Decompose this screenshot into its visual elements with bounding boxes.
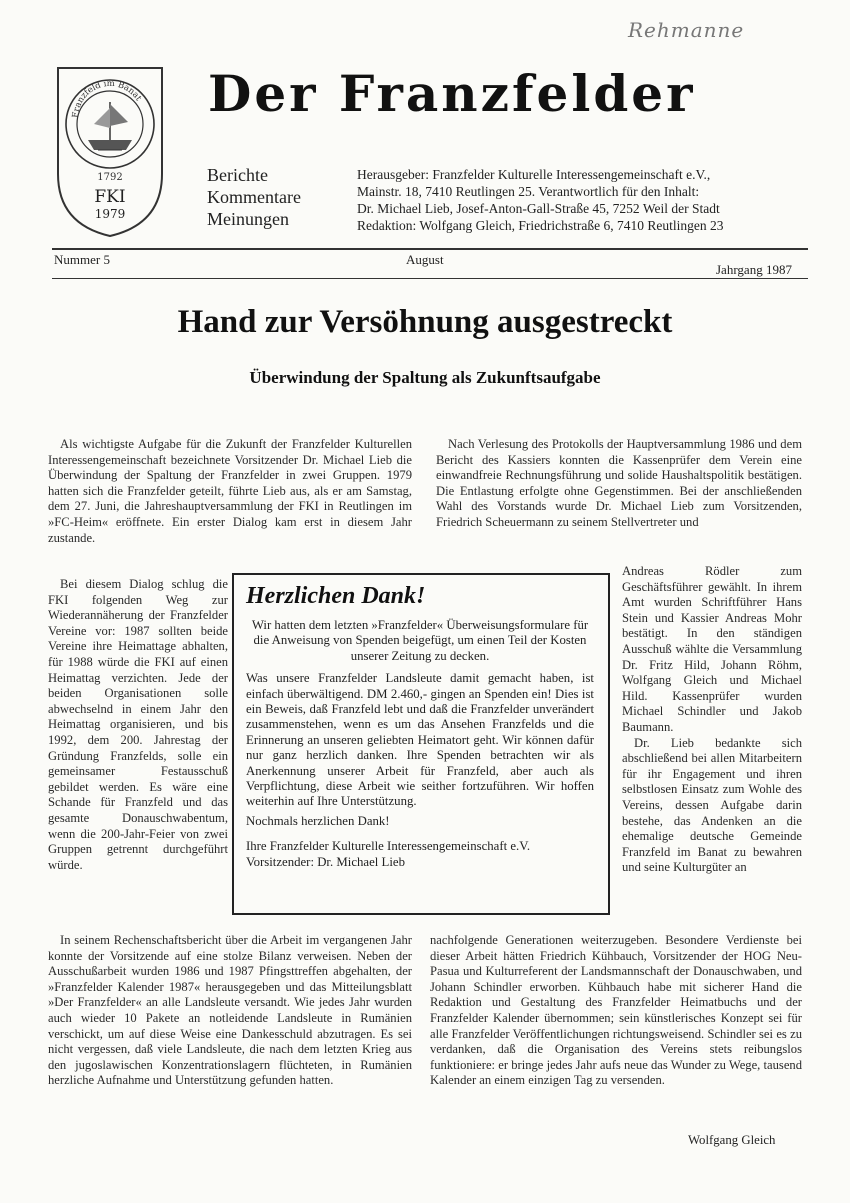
header-rule-bottom [52, 278, 808, 279]
tagline-line: Meinungen [207, 209, 289, 229]
article-left-intro [48, 437, 412, 546]
article-paragraph: Nach Verlesung des Protokolls der Hauptversammlung 1986 und dem Bericht des Kassiers konnten die Kassenprüfer dem Verein eine einwandfreie Rechnungsführung und solide Haushaltspolitik bestätigen. Die Entlastung erfolgte ohne Gegenstimmen. Bei der anschließenden Wahl des Vorstands wurde Dr. Michael Lieb zum Vorsitzenden, Friedrich Scheuermann zu seinem Stellvertreter und [436, 437, 802, 529]
header-rule-top [52, 248, 808, 250]
publisher-line: Herausgeber: Franzfelder Kulturelle Interessengemeinschaft e.V., [357, 167, 711, 182]
publisher-line: Redaktion: Wolfgang Gleich, Friedrichstraße 6, 7410 Reutlingen 23 [357, 218, 724, 233]
thanks-signature-name: Vorsitzender: Dr. Michael Lieb [246, 854, 405, 869]
logo-ring-text: Franzfeld im Banat [70, 78, 144, 119]
article-paragraph: Andreas Rödler zum Geschäftsführer gewählt. In ihrem Amt wurden Schriftführer Hans Stein und Kassier Andreas Mohr bestätigt. In den ständigen Ausschuß wählte die Versammlung Dr. Fritz Hild, Johann Röhm, Wolfgang Gleich und Michael Hild. Kassenprüfer wurden Michael Schindler und Jakob Baumann. [622, 564, 802, 734]
publisher-line: Dr. Michael Lieb, Josef-Anton-Gall-Straße 45, 7252 Weil der Stadt [357, 201, 720, 216]
thanks-box [232, 573, 610, 915]
logo-year: 1792 [97, 172, 123, 183]
article-right-top [436, 437, 802, 531]
article-paragraph: Bei diesem Dialog schlug die FKI folgenden Weg zur Wiederannäherung der Franzfelder Vereine vor: 1987 sollten beide Vereine ihre Heimattage abhalten, für 1988 würde die FKI auf einen Heimattag verzichten. Jede der beiden Organisationen solle abwechselnd in einem Jahr den Heimattag organisieren, und bis 1992, dem 200. Jahrestag der Gründung Franzfelds, solle ein gemeinsamer Festausschuß gebildet werden. Es wäre eine Schande für Franzfeld und das gesamte Donauschwabentum, wenn die 200-Jahr-Feier von zwei Gruppen getrennt durchgeführt würde. [48, 577, 228, 872]
thanks-signature-org: Ihre Franzfelder Kulturelle Interessengemeinschaft e.V. [246, 839, 531, 854]
article-paragraph: In seinem Rechenschaftsbericht über die Arbeit im vergangenen Jahr konnte der Vorsitzende auf eine stolze Bilanz verweisen. Neben der Ausschußarbeit wurden 1986 und 1987 Pfingsttreffen abgehalten, der »Franzfelder Kalender 1987« herausgegeben und das Mitteilungsblatt »Der Franzfelder« an alle Landsleute versandt. Wie jedes Jahr wurden auch wieder 10 Pakete an notleidende Landsleute in Rumänien verschickt, um auf diese Weise eine Dankesschuld abzutragen. Es sei nicht vergessen, daß viele Landsleute, die nach dem letzten Krieg aus den jugoslawischen Konzentrationslagern flüchteten, in Rumänien herzliche Aufnahme und Unterstützung gefunden hatten. [48, 933, 412, 1088]
issue-volume: Jahrgang 1987 [716, 262, 792, 277]
article-right-bottom [430, 933, 802, 1089]
logo-org: FKI [94, 187, 126, 207]
article-paragraph: nachfolgende Generationen weiterzugeben. Besondere Verdienste bei dieser Arbeit hätten Friedrich Kühbauch, Vorsitzender der HOG Neu-Pasua und Kulturreferent der Landsmannschaft der Donauschwaben, und Johann Schindler erworben. Kühbauch habe mit sicherer Hand die Redaktion und Gestaltung des Franzfelder Heimatbuchs und der Franzfelder Kalender übernommen; sein künstlerisches Konzept sei für alle Franzfelder Veröffentlichungen richtungsweisend. Schindler sei es zu verdanken, daß die Organisation des Vereins stets reibungslos funktioniere: er bringe jedes Jahr aufs neue das Wunder zu Wege, tausend Kalender an einem einzigen Tag zu versenden. [430, 933, 802, 1088]
article-paragraph: Dr. Lieb bedankte sich abschließend bei allen Mitarbeitern für ihr Engagement und ihren selbstlosen Einsatz zum Wohle des Vereins, dessen Aufgabe darin bestehe, das Andenken an die ehemalige deutsche Gemeinde Franzfeld im Banat zu bewahren und seine Kulturgüter an [622, 735, 802, 875]
issue-number: Nummer 5 [54, 252, 110, 267]
article-paragraph: Als wichtigste Aufgabe für die Zukunft der Franzfelder Kulturellen Interessengemeinschaft bezeichnete Vorsitzender Dr. Michael Lieb die Überwindung der Spaltung der Franzfelder in zwei Gruppen. 1979 hatten sich die Franzfelder geteilt, führte Lieb aus, als er am Samstag, dem 27. Juni, die Jahreshauptversammlung der FKI in Reutlingen im »FC-Heim« eröffnete. Ein erster Dialog kam erst in diesem Jahr zustande. [48, 437, 412, 545]
thanks-paragraph: Was unsere Franzfelder Landsleute damit gemacht haben, ist einfach überwältigend. DM 2.460,- gingen an Spenden ein! Dies ist ein Beweis, daß Franzfeld lebt und daß die Franzfelder unverändert zusammenstehen, wenn es um das Ansehen Franzfelds und die Erinnerung an unseren geliebten Heimatort geht. Wir können dafür nur ganz herzlich danken. Ihre Spenden betrachten wir als Anerkennung unserer Arbeit für Franzfeld, aber auch als Verpflichtung, diese Arbeit wie seither fortzuführen. Wir hoffen weiterhin auf Ihre Unterstützung. [246, 671, 594, 809]
subheadline: Überwindung der Spaltung als Zukunftsaufgabe [249, 368, 601, 387]
coat-of-arms-logo [50, 62, 170, 240]
thanks-paragraph: Wir hatten dem letzten »Franzfelder« Überweisungsformulare für die Anweisung von Spenden beigefügt, um einen Teil der Kosten unserer Zeitung zu decken. [251, 618, 589, 663]
tagline [207, 164, 301, 230]
article-author: Wolfgang Gleich [688, 1133, 776, 1147]
article-left-bottom [48, 933, 412, 1089]
masthead-title: Der Franzfelder [208, 64, 696, 123]
article-left-narrow [48, 577, 228, 873]
tagline-line: Berichte [207, 165, 268, 185]
issue-month: August [406, 252, 444, 267]
article-right-narrow [622, 564, 802, 876]
headline: Hand zur Versöhnung ausgestreckt [177, 304, 673, 340]
logo-founded: 1979 [94, 207, 126, 221]
thanks-box-title: Herzlichen Dank! [246, 583, 426, 609]
thanks-closing: Nochmals herzlichen Dank! [246, 813, 390, 828]
tagline-line: Kommentare [207, 187, 301, 207]
publisher-info [357, 166, 723, 234]
publisher-line: Mainstr. 18, 7410 Reutlingen 25. Verantwortlich für den Inhalt: [357, 184, 700, 199]
handwritten-note: Rehmanne [628, 18, 745, 42]
headline-wrap [0, 304, 850, 341]
